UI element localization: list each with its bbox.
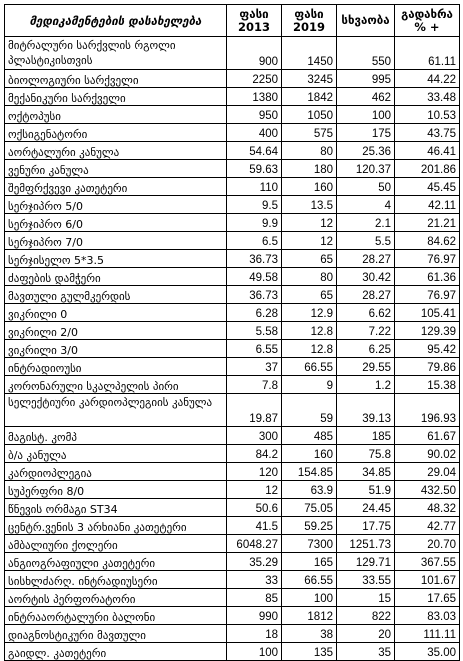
cell-name: კარდიოპლეგია [5, 463, 227, 481]
cell-change-percent: 45.45 [395, 178, 460, 196]
cell-price-2019: 63.9 [282, 481, 337, 499]
cell-change-percent: 20.70 [395, 535, 460, 553]
cell-price-2013: 300 [227, 427, 282, 445]
table-row [5, 571, 460, 589]
cell-name: ინტრადიოუსი [5, 358, 227, 376]
table-row [5, 589, 460, 607]
cell-price-2013: 49.58 [227, 268, 282, 286]
cell-difference: 51.9 [337, 481, 395, 499]
cell-price-2019: 80 [282, 268, 337, 286]
cell-price-2019: 180 [282, 160, 337, 178]
cell-change-percent: 95.42 [395, 340, 460, 358]
cell-price-2013: 7.8 [227, 376, 282, 394]
cell-difference: 1251.73 [337, 535, 395, 553]
cell-name: ამბალიური ქოლერი [5, 535, 227, 553]
cell-name: ძაფების დამჭერი [5, 268, 227, 286]
cell-change-percent: 105.41 [395, 304, 460, 322]
header-change-percent [395, 5, 460, 37]
cell-name: მექანიკური სარქველი [5, 88, 227, 106]
cell-name: კორონარული სკალპელის პირი [5, 376, 227, 394]
cell-change-percent: 10.53 [395, 106, 460, 124]
table-row [5, 70, 460, 88]
cell-price-2019: 165 [282, 553, 337, 571]
cell-name: აორტის პერფორატორი [5, 589, 227, 607]
table-row [5, 142, 460, 160]
cell-name: მაგისტ. კომპ [5, 427, 227, 445]
cell-name: სერჯიპრო 6/0 [5, 214, 227, 232]
cell-price-2013: 110 [227, 178, 282, 196]
table-row [5, 481, 460, 499]
table-row [5, 607, 460, 625]
cell-price-2013: 5.58 [227, 322, 282, 340]
header-price-2013-year: 2013 [237, 19, 270, 34]
table-row [5, 358, 460, 376]
cell-price-2019: 3245 [282, 70, 337, 88]
cell-difference: 1.2 [337, 376, 395, 394]
cell-difference: 2.1 [337, 214, 395, 232]
cell-difference: 17.75 [337, 517, 395, 535]
cell-change-percent: 76.97 [395, 286, 460, 304]
cell-price-2013: 120 [227, 463, 282, 481]
cell-change-percent: 196.93 [395, 394, 460, 427]
cell-difference: 6.25 [337, 340, 395, 358]
cell-price-2019: 160 [282, 178, 337, 196]
cell-change-percent: 42.77 [395, 517, 460, 535]
cell-difference: 25.36 [337, 142, 395, 160]
cell-change-percent: 46.41 [395, 142, 460, 160]
cell-name: აორტალური კანულა [5, 142, 227, 160]
cell-price-2013: 37 [227, 358, 282, 376]
cell-difference: 4 [337, 196, 395, 214]
table-row [5, 196, 460, 214]
table-header-row [5, 5, 460, 37]
cell-price-2013: 59.63 [227, 160, 282, 178]
cell-name: სერჯისელო 5*3.5 [5, 250, 227, 268]
cell-change-percent: 35.00 [395, 643, 460, 661]
header-change-unit: % + [414, 19, 440, 34]
table-row [5, 517, 460, 535]
cell-price-2013: 6.5 [227, 232, 282, 250]
cell-price-2013: 6048.27 [227, 535, 282, 553]
cell-change-percent: 90.02 [395, 445, 460, 463]
table-row [5, 178, 460, 196]
cell-name: მავთული გულმკერდის [5, 286, 227, 304]
cell-difference: 33.55 [337, 571, 395, 589]
cell-name: გაიდლ. კათეტერი [5, 643, 227, 661]
cell-price-2013: 6.55 [227, 340, 282, 358]
table-row [5, 304, 460, 322]
cell-change-percent: 61.67 [395, 427, 460, 445]
cell-difference: 822 [337, 607, 395, 625]
cell-price-2019: 59 [282, 394, 337, 427]
cell-price-2013: 9.9 [227, 214, 282, 232]
cell-price-2013: 900 [227, 37, 282, 70]
cell-difference: 7.22 [337, 322, 395, 340]
cell-change-percent: 61.36 [395, 268, 460, 286]
table-row [5, 535, 460, 553]
cell-change-percent: 43.75 [395, 124, 460, 142]
table-row [5, 214, 460, 232]
header-name: მედიკამენტების დასახელება [5, 5, 227, 37]
header-price-2019-label: ფასი [294, 6, 324, 21]
cell-name: სელექტიური კარდიოპლეგიის კანულა [5, 394, 227, 427]
cell-change-percent: 432.50 [395, 481, 460, 499]
cell-name: ვიკრილი 2/0 [5, 322, 227, 340]
header-price-2013 [227, 5, 282, 37]
cell-change-percent: 129.39 [395, 322, 460, 340]
cell-price-2019: 66.55 [282, 358, 337, 376]
cell-difference: 15 [337, 589, 395, 607]
cell-difference: 120.37 [337, 160, 395, 178]
cell-difference: 30.42 [337, 268, 395, 286]
cell-change-percent: 33.48 [395, 88, 460, 106]
table-row [5, 160, 460, 178]
table-body [5, 37, 460, 661]
cell-price-2019: 12.9 [282, 304, 337, 322]
cell-price-2019: 154.85 [282, 463, 337, 481]
header-difference: სხვაობა [337, 5, 395, 37]
cell-price-2019: 100 [282, 589, 337, 607]
cell-name: ვენური კანულა [5, 160, 227, 178]
cell-difference: 995 [337, 70, 395, 88]
table-row [5, 499, 460, 517]
cell-difference: 50 [337, 178, 395, 196]
table-row [5, 553, 460, 571]
cell-name: სუპერფრი 8/0 [5, 481, 227, 499]
cell-difference: 550 [337, 37, 395, 70]
table-row [5, 232, 460, 250]
cell-name: მიტრალური სარქვლის რგოლი პლასტიკისთვის [5, 37, 227, 70]
cell-change-percent: 79.86 [395, 358, 460, 376]
cell-name: სერჯიპრო 5/0 [5, 196, 227, 214]
cell-price-2019: 12 [282, 232, 337, 250]
cell-difference: 34.85 [337, 463, 395, 481]
header-change-label: გადახრა [401, 6, 453, 21]
cell-name: სერჯიპრო 7/0 [5, 232, 227, 250]
cell-price-2013: 18 [227, 625, 282, 643]
cell-change-percent: 201.86 [395, 160, 460, 178]
cell-change-percent: 42.11 [395, 196, 460, 214]
cell-price-2019: 38 [282, 625, 337, 643]
medication-price-table [4, 4, 460, 661]
cell-price-2019: 1450 [282, 37, 337, 70]
cell-price-2013: 50.6 [227, 499, 282, 517]
cell-difference: 75.8 [337, 445, 395, 463]
cell-change-percent: 15.38 [395, 376, 460, 394]
cell-difference: 39.13 [337, 394, 395, 427]
cell-name: ინტრააორტალური ბალონი [5, 607, 227, 625]
table-row [5, 106, 460, 124]
cell-price-2013: 1380 [227, 88, 282, 106]
table-row [5, 250, 460, 268]
cell-price-2013: 19.87 [227, 394, 282, 427]
cell-price-2019: 7300 [282, 535, 337, 553]
cell-price-2013: 990 [227, 607, 282, 625]
cell-difference: 100 [337, 106, 395, 124]
cell-change-percent: 76.97 [395, 250, 460, 268]
table-row [5, 427, 460, 445]
cell-price-2019: 12.8 [282, 340, 337, 358]
table-row [5, 394, 460, 427]
cell-price-2013: 2250 [227, 70, 282, 88]
cell-difference: 28.27 [337, 286, 395, 304]
cell-price-2019: 1050 [282, 106, 337, 124]
cell-price-2019: 575 [282, 124, 337, 142]
cell-change-percent: 21.21 [395, 214, 460, 232]
cell-price-2019: 1812 [282, 607, 337, 625]
cell-difference: 5.5 [337, 232, 395, 250]
table-row [5, 286, 460, 304]
cell-price-2013: 950 [227, 106, 282, 124]
table-row [5, 124, 460, 142]
cell-name: ბ/ა კანულა [5, 445, 227, 463]
cell-price-2019: 160 [282, 445, 337, 463]
cell-name: სისხლძარღ. ინტრადიუსერი [5, 571, 227, 589]
cell-price-2013: 36.73 [227, 286, 282, 304]
cell-price-2013: 41.5 [227, 517, 282, 535]
cell-change-percent: 101.67 [395, 571, 460, 589]
cell-difference: 24.45 [337, 499, 395, 517]
cell-price-2019: 65 [282, 286, 337, 304]
cell-price-2019: 13.5 [282, 196, 337, 214]
cell-difference: 462 [337, 88, 395, 106]
cell-price-2013: 9.5 [227, 196, 282, 214]
cell-difference: 35 [337, 643, 395, 661]
cell-price-2013: 36.73 [227, 250, 282, 268]
cell-name: ვიკრილი 3/0 [5, 340, 227, 358]
cell-name: ანგიოგრაფიული კათეტერი [5, 553, 227, 571]
header-price-2019-year: 2019 [292, 19, 325, 34]
price-table-container [4, 4, 459, 661]
cell-difference: 28.27 [337, 250, 395, 268]
table-row [5, 322, 460, 340]
cell-price-2013: 400 [227, 124, 282, 142]
cell-price-2019: 12 [282, 214, 337, 232]
cell-difference: 185 [337, 427, 395, 445]
table-row [5, 376, 460, 394]
table-row [5, 625, 460, 643]
table-row [5, 643, 460, 661]
cell-price-2013: 100 [227, 643, 282, 661]
header-price-2019 [282, 5, 337, 37]
cell-price-2019: 1842 [282, 88, 337, 106]
cell-price-2013: 35.29 [227, 553, 282, 571]
cell-change-percent: 111.11 [395, 625, 460, 643]
cell-price-2019: 59.25 [282, 517, 337, 535]
cell-price-2019: 66.55 [282, 571, 337, 589]
cell-price-2019: 135 [282, 643, 337, 661]
cell-difference: 6.62 [337, 304, 395, 322]
cell-change-percent: 48.32 [395, 499, 460, 517]
cell-difference: 129.71 [337, 553, 395, 571]
cell-name: დიაგნოსტიკური მავთული [5, 625, 227, 643]
cell-price-2013: 85 [227, 589, 282, 607]
cell-change-percent: 44.22 [395, 70, 460, 88]
cell-change-percent: 367.55 [395, 553, 460, 571]
cell-price-2019: 80 [282, 142, 337, 160]
cell-price-2013: 54.64 [227, 142, 282, 160]
cell-change-percent: 29.04 [395, 463, 460, 481]
cell-name: ცენტრ.ვენის 3 არხიანი კათეტერი [5, 517, 227, 535]
cell-difference: 20 [337, 625, 395, 643]
cell-name: ვიკრილი 0 [5, 304, 227, 322]
table-row [5, 340, 460, 358]
cell-change-percent: 84.62 [395, 232, 460, 250]
table-row [5, 268, 460, 286]
cell-name: წნევის ორმაგი ST34 [5, 499, 227, 517]
cell-difference: 29.55 [337, 358, 395, 376]
cell-name: ოქსიგენატორი [5, 124, 227, 142]
cell-difference: 175 [337, 124, 395, 142]
cell-name: ბიოლოგიური სარქველი [5, 70, 227, 88]
cell-price-2013: 6.28 [227, 304, 282, 322]
table-row [5, 463, 460, 481]
table-row [5, 445, 460, 463]
cell-price-2019: 485 [282, 427, 337, 445]
cell-price-2019: 75.05 [282, 499, 337, 517]
cell-price-2019: 12.8 [282, 322, 337, 340]
cell-price-2019: 65 [282, 250, 337, 268]
header-price-2013-label: ფასი [239, 6, 269, 21]
cell-name: შემფრქვევი კათეტერი [5, 178, 227, 196]
cell-name: ოქტოპუსი [5, 106, 227, 124]
cell-price-2013: 84.2 [227, 445, 282, 463]
cell-price-2013: 12 [227, 481, 282, 499]
cell-price-2013: 33 [227, 571, 282, 589]
table-row [5, 88, 460, 106]
cell-price-2019: 9 [282, 376, 337, 394]
table-row [5, 37, 460, 70]
cell-change-percent: 83.03 [395, 607, 460, 625]
cell-change-percent: 17.65 [395, 589, 460, 607]
cell-change-percent: 61.11 [395, 37, 460, 70]
